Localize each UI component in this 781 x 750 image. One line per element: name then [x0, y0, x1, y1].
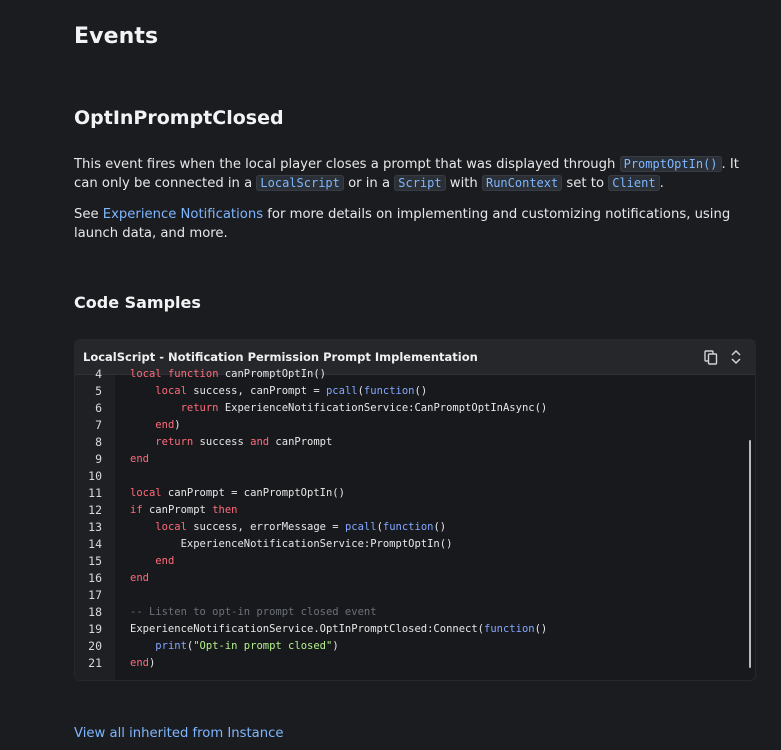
- client-code-link[interactable]: Client: [608, 175, 659, 191]
- code-samples-heading: Code Samples: [74, 293, 201, 312]
- line-number: 18: [88, 605, 102, 619]
- code-line: [75, 383, 755, 400]
- line-code: ExperienceNotificationService.OptInPromptClosed:Connect(function(): [130, 623, 548, 635]
- line-number: 5: [95, 384, 102, 398]
- desc-text: set to: [562, 176, 609, 191]
- event-description: [74, 155, 746, 193]
- desc-text: .: [659, 176, 664, 191]
- line-number: 15: [88, 554, 102, 568]
- desc-text: . It can only be connected in a: [74, 157, 739, 191]
- desc-text: or in a: [343, 176, 395, 191]
- code-lines: [75, 366, 755, 672]
- code-line: [75, 638, 755, 655]
- event-see-also: [74, 205, 746, 243]
- line-code: end: [155, 555, 175, 567]
- line-number: 8: [95, 435, 102, 449]
- line-code: ExperienceNotificationService:PromptOptIn(): [130, 538, 453, 550]
- line-code: print("Opt-in prompt closed"): [155, 640, 339, 652]
- events-heading: Events: [74, 24, 159, 49]
- desc-text: with: [445, 176, 482, 191]
- line-code: end): [155, 419, 181, 431]
- code-line: [75, 604, 755, 621]
- chevron-up-down-icon[interactable]: [727, 348, 745, 366]
- runcontext-code-link[interactable]: RunContext: [482, 175, 562, 191]
- line-number: 6: [95, 401, 102, 415]
- line-code: local success, canPrompt = pcall(function(): [155, 385, 428, 397]
- line-number: 19: [88, 622, 102, 636]
- line-code: local canPrompt = canPromptOptIn(): [130, 487, 345, 499]
- code-scrollbar[interactable]: [749, 440, 751, 668]
- code-body: [75, 367, 755, 680]
- desc-text: for more details on implementing and customizing notifications, using launch data, and more.: [74, 207, 731, 241]
- line-code: end: [130, 572, 149, 584]
- line-number: 9: [95, 452, 102, 466]
- line-number: 4: [95, 367, 102, 381]
- line-number: 20: [88, 639, 102, 653]
- localscript-code-link[interactable]: LocalScript: [256, 175, 343, 191]
- code-line: [75, 366, 755, 383]
- line-number: 12: [88, 503, 102, 517]
- line-number: 21: [88, 656, 102, 670]
- line-code: return success and canPrompt: [155, 436, 333, 448]
- code-line: [75, 519, 755, 536]
- line-code: -- Listen to opt-in prompt closed event: [130, 606, 377, 618]
- code-line: [75, 485, 755, 502]
- code-line: [75, 434, 755, 451]
- line-number: 16: [88, 571, 102, 585]
- line-code: end): [130, 657, 156, 669]
- code-line: [75, 451, 755, 468]
- code-line: [75, 417, 755, 434]
- line-number: 7: [95, 418, 102, 432]
- promptoptin-code-link[interactable]: PromptOptIn(): [620, 156, 722, 172]
- code-line: [75, 502, 755, 519]
- line-number: 13: [88, 520, 102, 534]
- code-sample-card: [74, 339, 756, 681]
- line-code: return ExperienceNotificationService:CanPromptOptInAsync(): [180, 402, 548, 414]
- experience-notifications-link[interactable]: Experience Notifications: [102, 207, 264, 222]
- line-number: 17: [88, 588, 102, 602]
- line-number: 10: [88, 469, 102, 483]
- line-code: local function canPromptOptIn(): [130, 368, 326, 380]
- line-code: end: [130, 453, 149, 465]
- code-line: [75, 553, 755, 570]
- view-inherited-link[interactable]: View all inherited from Instance: [74, 726, 284, 741]
- code-line: [75, 468, 755, 485]
- desc-text: This event fires when the local player closes a prompt that was displayed through: [74, 157, 620, 172]
- event-name-heading: OptInPromptClosed: [74, 107, 284, 129]
- line-number: 14: [88, 537, 102, 551]
- line-code: local success, errorMessage = pcall(function(): [155, 521, 447, 533]
- code-line: [75, 587, 755, 604]
- script-code-link[interactable]: Script: [394, 175, 445, 191]
- desc-text: See: [74, 207, 103, 222]
- line-number: 11: [88, 486, 102, 500]
- code-line: [75, 621, 755, 638]
- code-line: [75, 570, 755, 587]
- code-line: [75, 536, 755, 553]
- copy-icon[interactable]: [702, 348, 720, 366]
- code-line: [75, 400, 755, 417]
- line-code: if canPrompt then: [130, 504, 238, 516]
- code-sample-title: LocalScript - Notification Permission Prompt Implementation: [83, 350, 478, 364]
- code-line: [75, 655, 755, 672]
